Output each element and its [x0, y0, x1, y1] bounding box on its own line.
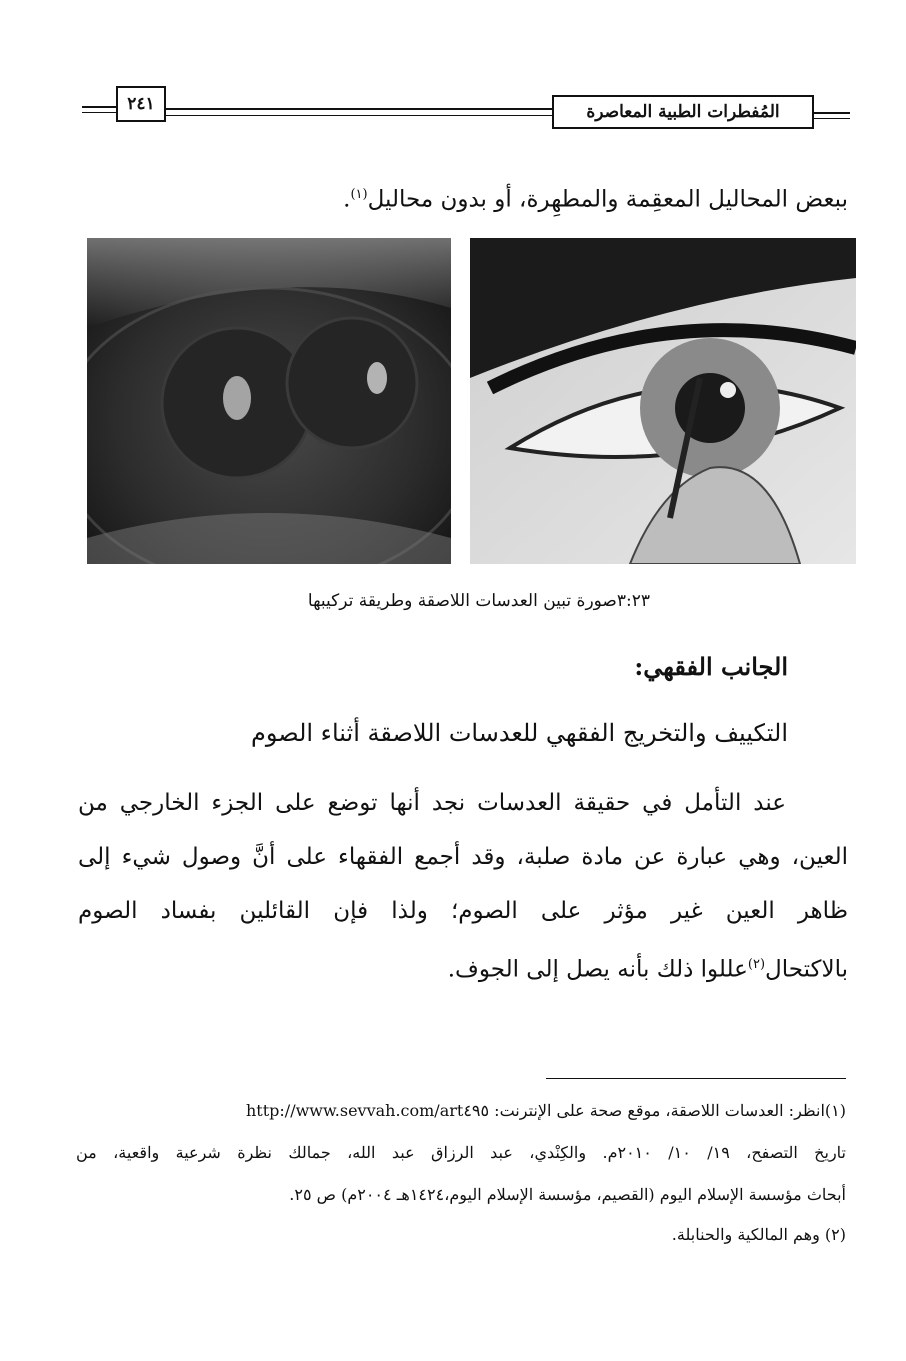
- header-rule-left-bottom: [82, 112, 116, 113]
- body-line-3: ظاهر العين غير مؤثر على الصوم؛ ولذا فإن القائلين بفساد الصوم: [78, 898, 848, 924]
- figure-caption: ٣:٢٣صورة تبين العدسات اللاصقة وطريقة تركيبها: [307, 591, 650, 611]
- footnote-1-line-1: (١)انظر: العدسات اللاصقة، موقع صحة على الإنترنت: http://www.sevvah.com/art٤٩٥: [246, 1101, 846, 1120]
- header-rule-middle-top: [166, 108, 552, 110]
- body-line-4: [78, 938, 848, 997]
- header-rule-middle-bottom: [166, 115, 552, 116]
- footnote-ref-2: (٢): [747, 957, 766, 972]
- body-paragraph: [78, 776, 848, 997]
- contact-lens-closeup-photo: [87, 238, 451, 564]
- header-rule-right-bottom: [814, 118, 850, 119]
- running-title: المُفطرات الطبية المعاصرة: [552, 95, 814, 129]
- lens-insertion-photo: [470, 238, 856, 564]
- footnote-1-line-2: تاريخ التصفح، ١٩/ ١٠/ ٢٠١٠م. والكِنْدي، عبد الرزاق عبد الله، جمالك نظرة شرعية واقعية، من: [76, 1143, 846, 1162]
- footnote-2: (٢) وهم المالكية والحنابلة.: [671, 1225, 846, 1244]
- footnote-1-line-3: أبحاث مؤسسة الإسلام اليوم (القصيم، مؤسسة الإسلام اليوم،١٤٢٤هـ ٢٠٠٤م) ص ٢٥.: [289, 1185, 846, 1204]
- intro-text: ببعض المحاليل المعقِمة والمطهِرة، أو بدون محاليل: [367, 186, 848, 213]
- footnote-ref-1: (١): [350, 187, 368, 202]
- section-heading: الجانب الفقهي:: [634, 652, 788, 681]
- subheading: التكييف والتخريج الفقهي للعدسات اللاصقة أثناء الصوم: [251, 719, 788, 747]
- lens-insertion-image: [470, 238, 856, 564]
- contact-lens-closeup-image: [87, 238, 451, 564]
- header-rule-right-top: [814, 112, 850, 114]
- page-number: ٢٤١: [116, 86, 166, 122]
- body-last-end: عللوا ذلك بأنه يصل إلى الجوف.: [447, 956, 748, 983]
- intro-line: [68, 168, 848, 227]
- footnote-separator: [546, 1078, 846, 1079]
- body-line-2: العين، وهي عبارة عن مادة صلبة، وقد أجمع الفقهاء على أنَّ وصول شيء إلى: [78, 844, 848, 870]
- body-last-start: بالاكتحال: [765, 956, 848, 983]
- body-line-1: عند التأمل في حقيقة العدسات نجد أنها توضع على الجزء الخارجي من: [78, 790, 786, 816]
- intro-period: .: [343, 186, 351, 213]
- header-rule-left-top: [82, 106, 116, 108]
